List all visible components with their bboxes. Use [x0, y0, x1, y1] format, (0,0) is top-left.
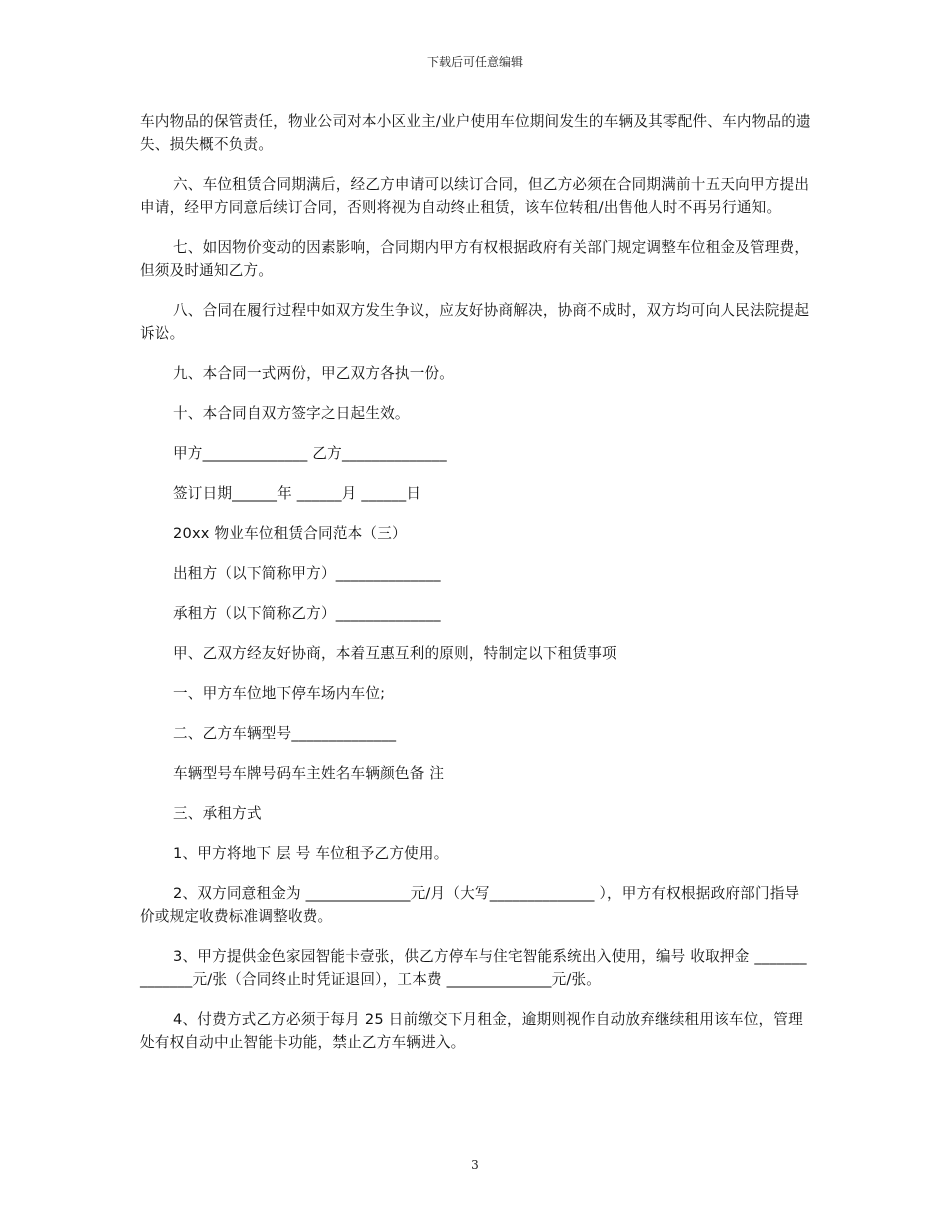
signature-line-parties: 甲方______________ 乙方______________ — [173, 445, 447, 462]
paragraph: 七、如因物价变动的因素影响，合同期内甲方有权根据政府有关部门规定调整车位租金及管理费，但须及时通知乙方。 — [140, 239, 810, 279]
paragraph: 六、车位租赁合同期满后，经乙方申请可以续订合同，但乙方必须在合同期满前十五天向甲方提出申请，经甲方同意后续订合同，否则将视为自动终止租赁，该车位转租/出售他人时不再另行通知。 — [140, 176, 810, 216]
paragraph: 4、付费方式乙方必须于每月 25 日前缴交下月租金，逾期则视作自动放弃继续租用该车位，管理处有权自动中止智能卡功能，禁止乙方车辆进入。 — [140, 1011, 803, 1051]
paragraph: 车内物品的保管责任，物业公司对本小区业主/业户使用车位期间发生的车辆及其零配件、车内物品的遗失、损失概不负责。 — [140, 113, 811, 153]
document-body — [140, 110, 812, 1071]
paragraph: 九、本合同一式两份，甲乙双方各执一份。 — [173, 365, 455, 382]
paragraph: 甲、乙双方经友好协商，本着互惠互利的原则，特制定以下租赁事项 — [173, 645, 617, 662]
paragraph: 十、本合同自双方签字之日起生效。 — [173, 405, 410, 422]
paragraph: 1、甲方将地下 层 号 车位租予乙方使用。 — [173, 845, 449, 862]
paragraph: 2、双方同意租金为 ______________元/月（大写______________ ），甲方有权根据政府部门指导价或规定收费标准调整收费。 — [140, 885, 800, 925]
paragraph: 3、甲方提供金色家园智能卡壹张，供乙方停车与住宅智能系统出入使用，编号 收取押金 ______________元/张（合同终止时凭证退回），工本费 ______________元/张。 — [140, 948, 807, 988]
paragraph: 三、承租方式 — [173, 805, 262, 822]
page-number: 3 — [471, 1158, 479, 1172]
vehicle-info-headers: 车辆型号车牌号码车主姓名车辆颜色备 注 — [173, 765, 445, 782]
signature-date-line: 签订日期______年 ______月 ______日 — [173, 485, 422, 502]
lessor-line: 出租方（以下简称甲方）______________ — [173, 565, 441, 582]
lessee-line: 承租方（以下简称乙方）______________ — [173, 605, 441, 622]
section-title: 20xx 物业车位租赁合同范本（三） — [173, 525, 407, 542]
paragraph: 一、甲方车位地下停车场内车位; — [173, 685, 386, 702]
page-header: 下载后可任意编辑 — [426, 55, 523, 69]
paragraph: 二、乙方车辆型号______________ — [173, 725, 397, 742]
paragraph: 八、合同在履行过程中如双方发生争议，应友好协商解决，协商不成时，双方均可向人民法院提起诉讼。 — [140, 302, 810, 342]
